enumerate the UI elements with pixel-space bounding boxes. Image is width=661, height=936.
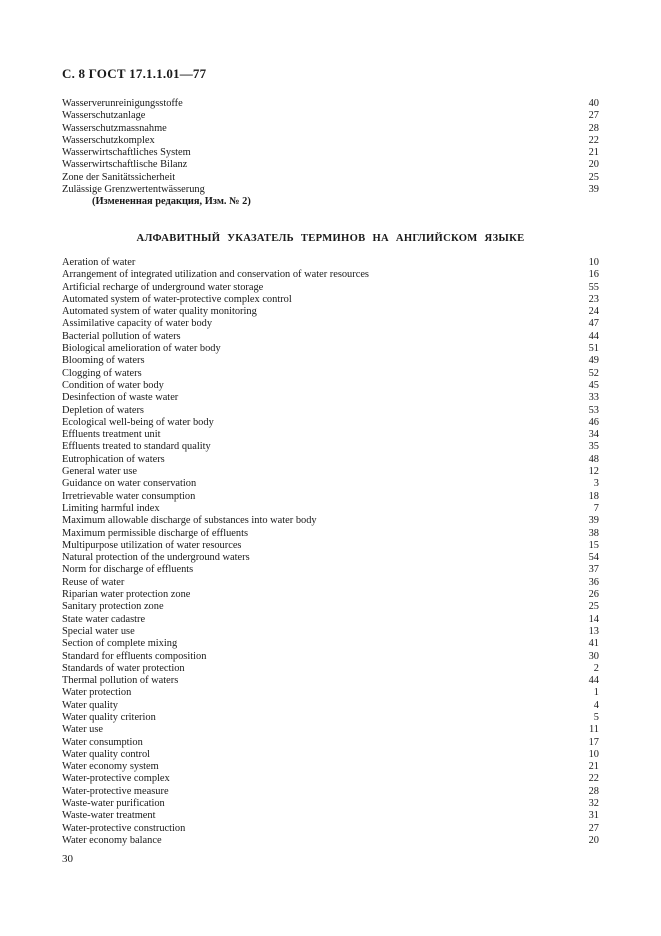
- index-term-number: 22: [588, 134, 599, 146]
- index-term: Water quality control: [62, 748, 151, 760]
- index-term: Water quality criterion: [62, 711, 156, 723]
- index-term: Arrangement of integrated utilization and conservation of water resources: [62, 269, 369, 281]
- index-entry: [62, 724, 599, 736]
- index-entry: [62, 589, 599, 601]
- index-entry: [62, 184, 599, 196]
- index-term-number: 47: [588, 318, 599, 330]
- index-term-number: 40: [588, 98, 599, 109]
- index-term-number: 2: [593, 662, 599, 674]
- index-term-number: 14: [588, 613, 599, 625]
- index-entry: [62, 282, 599, 294]
- index-entry: [62, 269, 599, 281]
- index-entry: [62, 441, 599, 453]
- index-term: Water economy system: [62, 761, 159, 773]
- index-term: Biological amelioration of water body: [62, 343, 221, 355]
- index-entry: [62, 466, 599, 478]
- index-term-number: 24: [588, 306, 599, 318]
- index-term: Condition of water body: [62, 379, 164, 391]
- index-term: Wasserschutzkomplex: [62, 134, 155, 146]
- index-term: General water use: [62, 466, 138, 478]
- index-term: Thermal pollution of waters: [62, 675, 179, 687]
- index-entry: [62, 294, 599, 306]
- index-term-number: 37: [588, 564, 599, 576]
- index-entry: [62, 528, 599, 540]
- index-term: Water economy balance: [62, 834, 162, 846]
- index-entry: [62, 700, 599, 712]
- index-term: Water consumption: [62, 736, 143, 748]
- index-term-number: 5: [593, 711, 599, 723]
- index-term-number: 17: [588, 736, 599, 748]
- index-term: Water protection: [62, 687, 132, 699]
- index-term-number: 16: [588, 269, 599, 281]
- index-entry: [62, 503, 599, 515]
- index-entry: [62, 712, 599, 724]
- index-entry: [62, 651, 599, 663]
- index-term: Standards of water protection: [62, 662, 185, 674]
- index-term: Blooming of waters: [62, 355, 145, 367]
- index-term: Water-protective measure: [62, 785, 169, 797]
- index-term-number: 44: [588, 330, 599, 342]
- index-entry: [62, 343, 599, 355]
- index-term: Aeration of water: [62, 257, 136, 268]
- index-entry: [62, 798, 599, 810]
- index-term-number: 7: [593, 502, 599, 514]
- index-term-number: 30: [588, 650, 599, 662]
- index-term-number: 48: [588, 453, 599, 465]
- index-term: Irretrievable water consumption: [62, 490, 196, 502]
- index-term: State water cadastre: [62, 613, 146, 625]
- index-term-number: 46: [588, 416, 599, 428]
- index-term-number: 28: [588, 122, 599, 134]
- index-term: Norm for discharge of effluents: [62, 564, 194, 576]
- index-term-number: 12: [588, 466, 599, 478]
- index-term-number: 33: [588, 392, 599, 404]
- index-term: Automated system of water-protective complex control: [62, 293, 292, 305]
- index-term: Waste-water treatment: [62, 810, 156, 822]
- index-entry: [62, 515, 599, 527]
- index-term-number: 31: [588, 810, 599, 822]
- index-term-number: 45: [588, 379, 599, 391]
- index-entry: [62, 663, 599, 675]
- index-term: Limiting harmful index: [62, 502, 160, 514]
- index-term-number: 13: [588, 625, 599, 637]
- index-term: Water quality: [62, 699, 119, 711]
- index-entry: [62, 429, 599, 441]
- index-entry: [62, 123, 599, 135]
- index-term-number: 26: [588, 589, 599, 601]
- index-term-number: 32: [588, 798, 599, 810]
- index-entry: [62, 773, 599, 785]
- index-term: Riparian water protection zone: [62, 589, 191, 601]
- index-entry: [62, 110, 599, 122]
- index-term-number: 25: [588, 601, 599, 613]
- index-term-number: 27: [588, 822, 599, 834]
- revision-note: (Измененная редакция, Изм. № 2): [92, 196, 251, 207]
- index-term: Depletion of waters: [62, 404, 144, 416]
- index-entry: [62, 638, 599, 650]
- index-entry: [62, 257, 599, 269]
- index-entry: [62, 172, 599, 184]
- english-index-list: [62, 257, 599, 847]
- index-entry: [62, 577, 599, 589]
- index-entry: [62, 491, 599, 503]
- index-term: Effluents treated to standard quality: [62, 441, 211, 453]
- index-term: Special water use: [62, 625, 135, 637]
- index-term: Waste-water purification: [62, 798, 165, 810]
- index-term: Standard for effluents composition: [62, 650, 207, 662]
- index-entry: [62, 478, 599, 490]
- index-term-number: 51: [588, 343, 599, 355]
- index-term-number: 10: [588, 748, 599, 760]
- index-entry: [62, 761, 599, 773]
- index-term-number: 20: [588, 159, 599, 171]
- index-term: Wasserschutzmassnahme: [62, 122, 167, 134]
- index-entry: [62, 98, 599, 110]
- index-term-number: 4: [593, 699, 599, 711]
- index-term-number: 22: [588, 773, 599, 785]
- index-term: Maximum permissible discharge of effluents: [62, 527, 249, 539]
- index-entry: [62, 835, 599, 847]
- index-entry: [62, 564, 599, 576]
- index-entry: [62, 626, 599, 638]
- index-term: Water use: [62, 724, 103, 736]
- index-entry: [62, 135, 599, 147]
- index-entry: [62, 737, 599, 749]
- index-term-number: 1: [593, 687, 599, 699]
- index-term-number: 27: [588, 110, 599, 122]
- index-entry: [62, 675, 599, 687]
- index-term-number: 18: [588, 490, 599, 502]
- index-term-number: 15: [588, 539, 599, 551]
- index-entry: [62, 614, 599, 626]
- index-entry: [62, 552, 599, 564]
- index-term-number: 3: [593, 478, 599, 490]
- index-term-number: 35: [588, 441, 599, 453]
- index-term: Wasserverunreinigungsstoffe: [62, 98, 183, 109]
- index-term: Zone der Sanitätssicherheit: [62, 171, 176, 183]
- index-term: Automated system of water quality monitoring: [62, 306, 257, 318]
- page-number: 30: [62, 853, 73, 865]
- index-term-number: 34: [588, 429, 599, 441]
- index-entry: [62, 306, 599, 318]
- index-term: Wasserschutzanlage: [62, 110, 146, 122]
- index-entry: [62, 147, 599, 159]
- german-index-list: [62, 98, 599, 196]
- index-term: Sanitary protection zone: [62, 601, 164, 613]
- index-term-number: 41: [588, 638, 599, 650]
- index-term-number: 44: [588, 675, 599, 687]
- index-term: Guidance on water conservation: [62, 478, 197, 490]
- index-entry: [62, 331, 599, 343]
- index-term-number: 55: [588, 281, 599, 293]
- index-term-number: 25: [588, 171, 599, 183]
- index-term-number: 21: [588, 761, 599, 773]
- index-entry: [62, 159, 599, 171]
- index-term-number: 49: [588, 355, 599, 367]
- index-term-number: 10: [588, 257, 599, 268]
- page-header: С. 8 ГОСТ 17.1.1.01—77: [62, 66, 207, 81]
- index-term: Assimilative capacity of water body: [62, 318, 213, 330]
- index-term-number: 36: [588, 576, 599, 588]
- index-entry: [62, 392, 599, 404]
- index-term: Section of complete mixing: [62, 638, 178, 650]
- index-term-number: 52: [588, 367, 599, 379]
- index-term-number: 39: [588, 184, 599, 196]
- index-term: Wasserwirtschaftliches System: [62, 147, 191, 159]
- index-term: Reuse of water: [62, 576, 125, 588]
- index-entry: [62, 405, 599, 417]
- index-term: Natural protection of the underground waters: [62, 552, 250, 564]
- index-entry: [62, 601, 599, 613]
- index-term-number: 20: [588, 834, 599, 846]
- index-entry: [62, 810, 599, 822]
- index-term: Bacterial pollution of waters: [62, 330, 181, 342]
- index-entry: [62, 368, 599, 380]
- index-entry: [62, 454, 599, 466]
- index-term: Zulässige Grenzwertentwässerung: [62, 184, 205, 196]
- index-entry: [62, 540, 599, 552]
- index-term: Wasserwirtschaftlische Bilanz: [62, 159, 188, 171]
- index-term: Multipurpose utilization of water resources: [62, 539, 242, 551]
- index-term: Water-protective complex: [62, 773, 170, 785]
- index-term-number: 23: [588, 293, 599, 305]
- english-index-title: АЛФАВИТНЫЙ УКАЗАТЕЛЬ ТЕРМИНОВ НА АНГЛИЙСКОМ ЯЗЫКЕ: [136, 233, 525, 244]
- index-entry: [62, 786, 599, 798]
- index-entry: [62, 823, 599, 835]
- index-term: Eutrophication of waters: [62, 453, 165, 465]
- index-term-number: 54: [588, 552, 599, 564]
- index-term-number: 28: [588, 785, 599, 797]
- index-term: Ecological well-being of water body: [62, 416, 214, 428]
- index-term-number: 53: [588, 404, 599, 416]
- index-term-number: 38: [588, 527, 599, 539]
- index-term-number: 11: [588, 724, 599, 736]
- index-entry: [62, 380, 599, 392]
- index-term-number: 21: [588, 147, 599, 159]
- index-entry: [62, 318, 599, 330]
- index-term: Artificial recharge of underground water storage: [62, 281, 264, 293]
- index-term: Water-protective construction: [62, 822, 186, 834]
- index-term-number: 39: [588, 515, 599, 527]
- index-term: Effluents treatment unit: [62, 429, 161, 441]
- index-entry: [62, 687, 599, 699]
- index-term: Clogging of waters: [62, 367, 142, 379]
- index-term: Maximum allowable discharge of substances into water body: [62, 515, 317, 527]
- index-entry: [62, 749, 599, 761]
- index-entry: [62, 355, 599, 367]
- index-entry: [62, 417, 599, 429]
- index-term: Desinfection of waste water: [62, 392, 179, 404]
